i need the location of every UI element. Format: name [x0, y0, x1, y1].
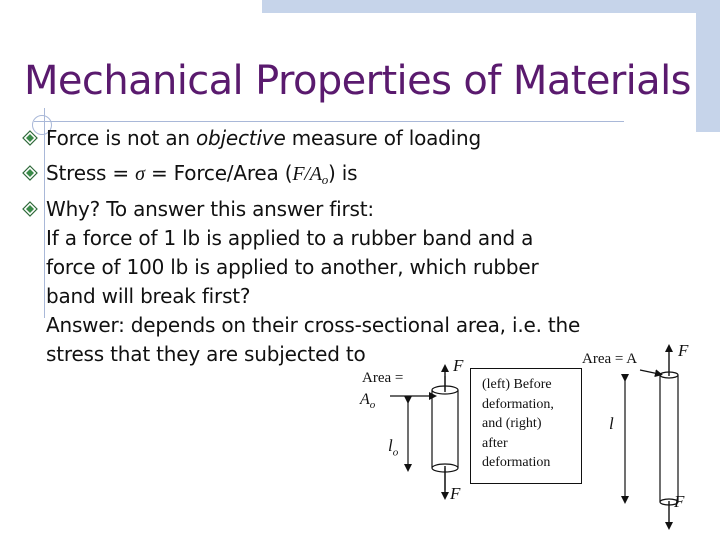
bullet-text-2: Stress = σ = Force/Area $(F/A_o)$ is	[46, 161, 358, 187]
diagram-caption-box	[470, 368, 582, 484]
force-label-top-before: F	[453, 356, 464, 375]
caption-line: deformation	[482, 455, 551, 470]
bullet-text-1: Force is not an objective measure of loading	[46, 126, 481, 150]
force-label-top-after: F	[678, 341, 689, 360]
area-symbol-before: $A_o$	[360, 391, 376, 412]
paragraph-line-2: force of 100 lb is applied to another, which rubber	[46, 255, 539, 279]
paragraph-line-3: band will break first?	[46, 284, 251, 308]
slide-title: Mechanical Properties of Materials	[24, 58, 691, 104]
caption-line: after	[482, 436, 508, 451]
length-l-label: l	[609, 414, 614, 433]
band-after	[625, 348, 678, 526]
paragraph-line-5: stress that they are subjected to	[46, 342, 366, 366]
force-label-bottom-after: F	[674, 492, 685, 511]
bullet-text-3: Why? To answer this answer first:	[46, 197, 374, 221]
band-before	[390, 368, 458, 496]
force-label-bottom-before: F	[450, 484, 461, 503]
length-lo-label: $l_o$	[388, 436, 399, 459]
caption-line: deformation,	[482, 397, 554, 412]
paragraph-line-4: Answer: depends on their cross-sectional area, i.e. the	[46, 313, 581, 337]
caption-line: (left) Before	[482, 377, 552, 392]
area-label-before: Area =	[362, 370, 404, 386]
caption-line: and (right)	[482, 416, 542, 431]
paragraph-line-1: If a force of 1 lb is applied to a rubber band and a	[46, 226, 534, 250]
area-label-after: Area = A	[582, 351, 638, 367]
